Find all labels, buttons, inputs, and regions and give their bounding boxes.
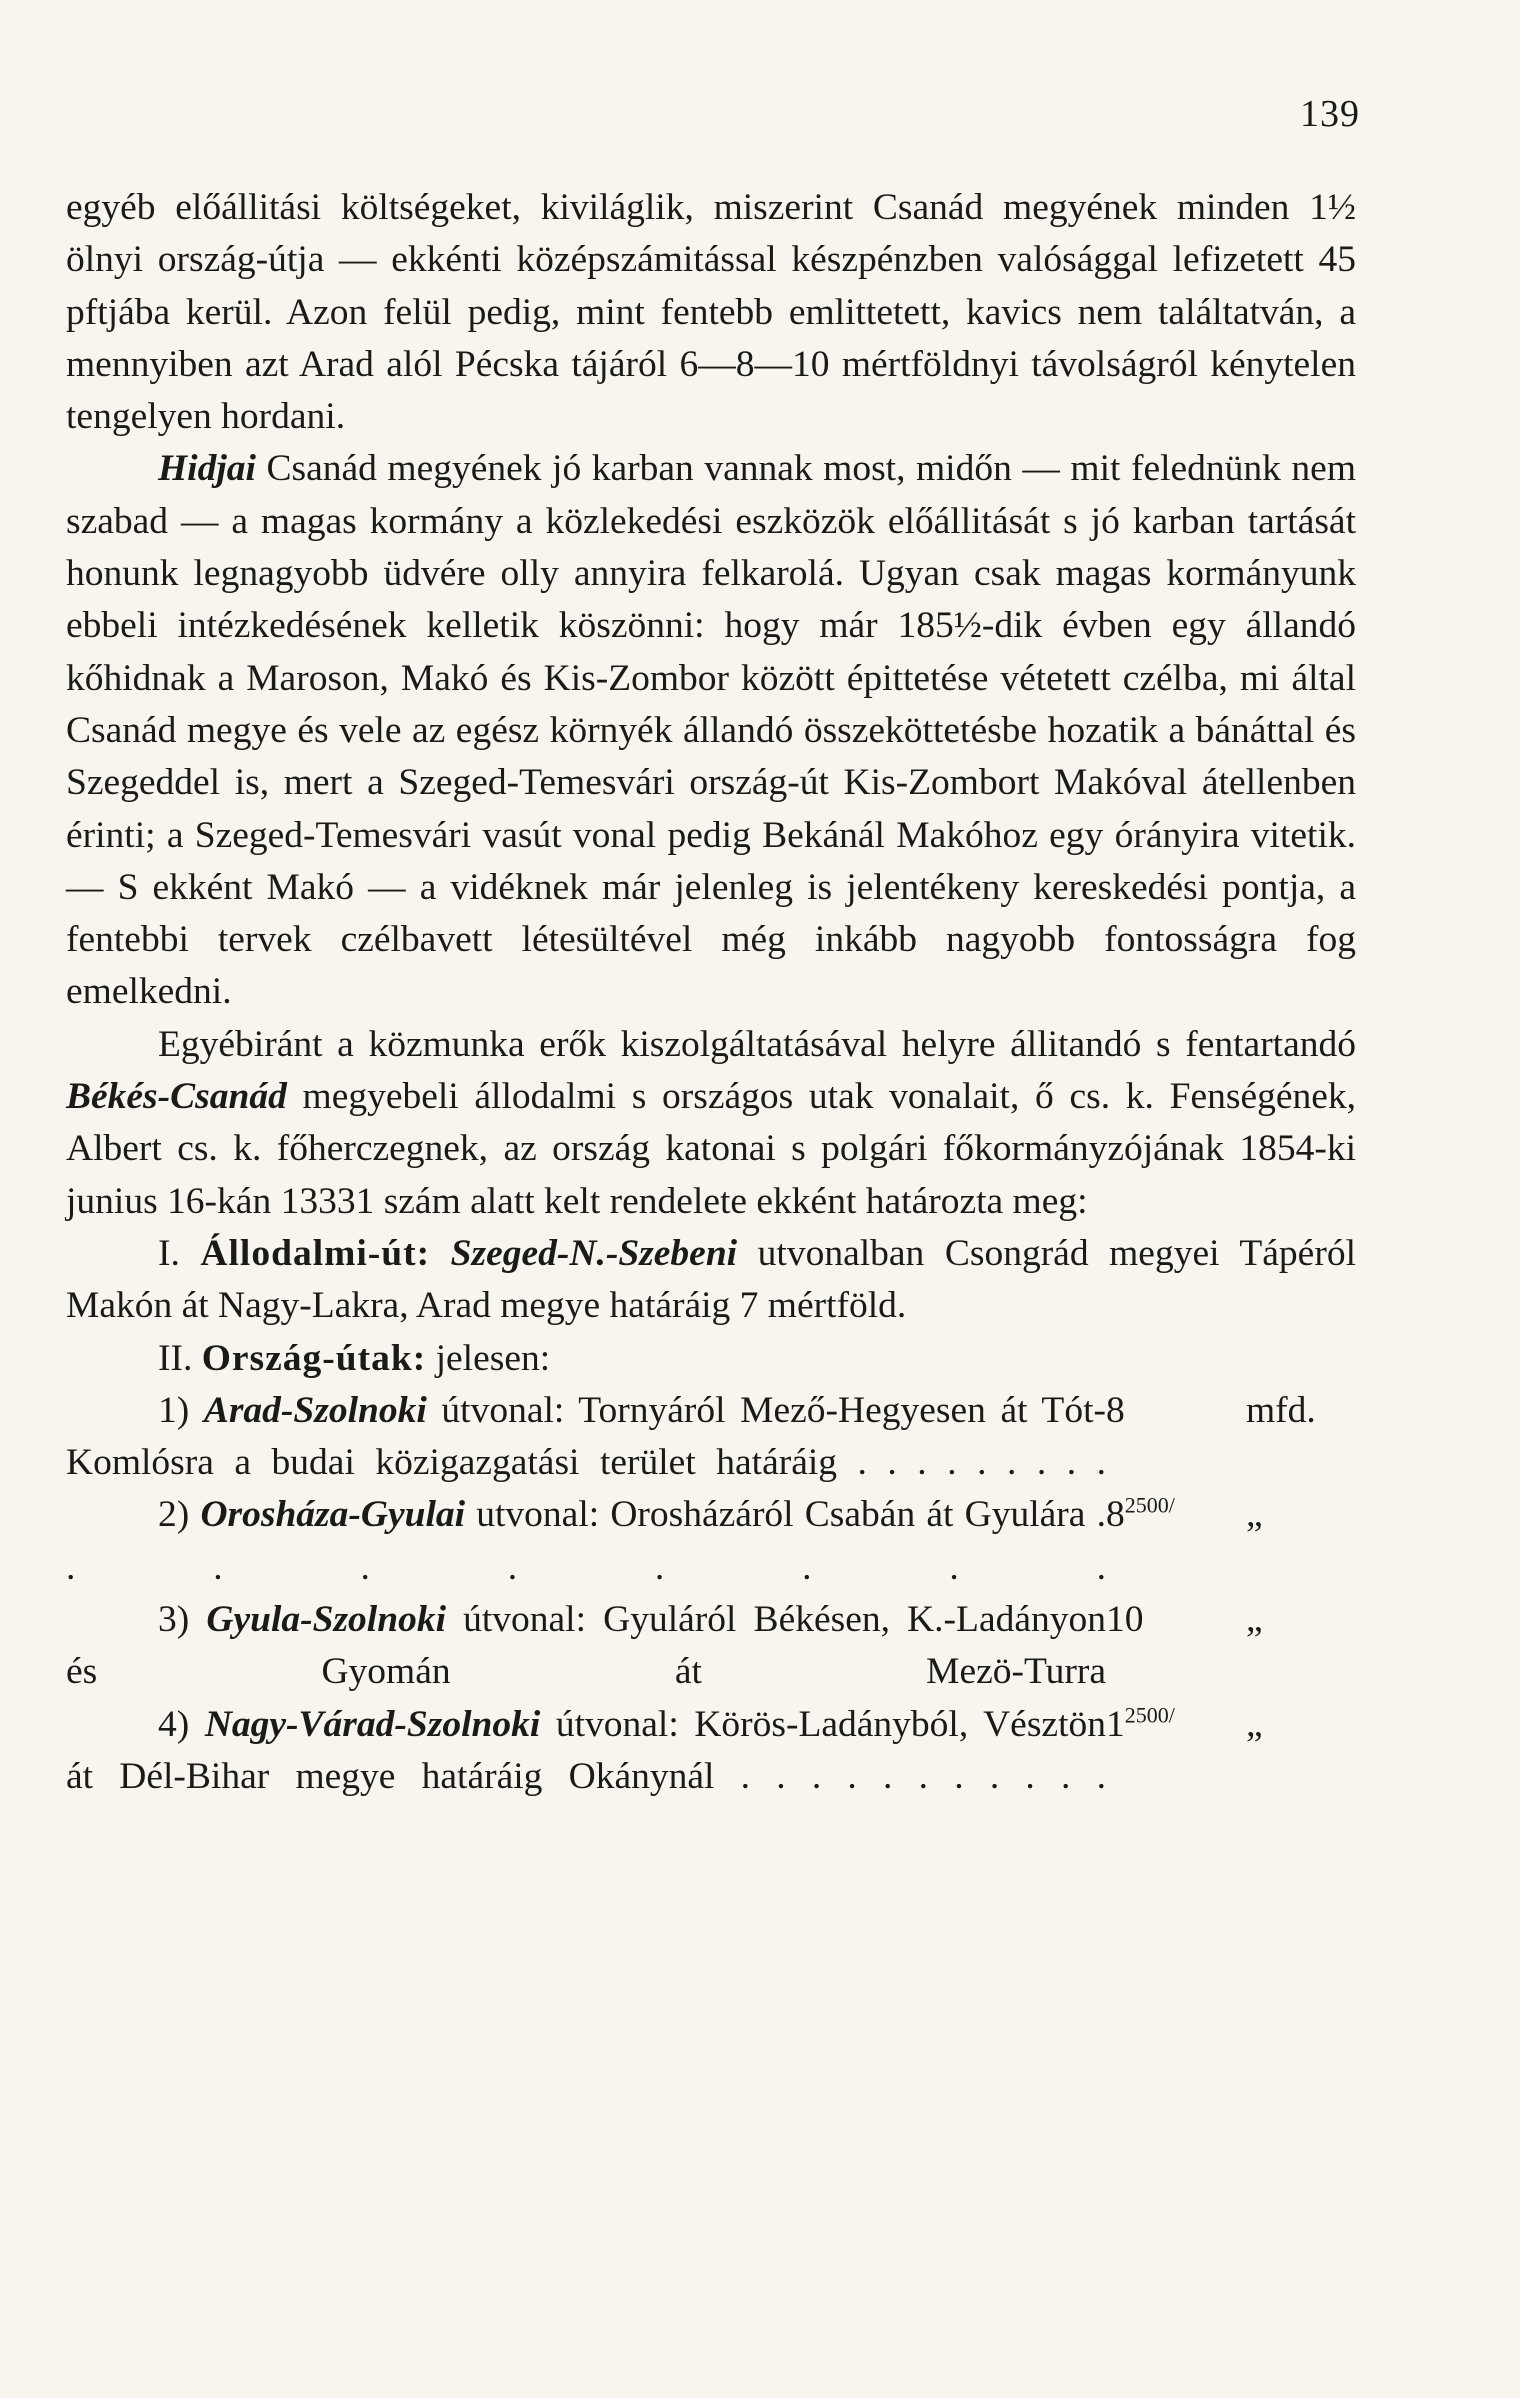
text-run: II. xyxy=(158,1337,202,1379)
text-run: Állodalmi-út: xyxy=(200,1232,431,1274)
route-entry xyxy=(66,1489,1356,1594)
text-run: Hidjai xyxy=(158,448,256,490)
distance-value: 1 xyxy=(1106,1703,1125,1745)
distance-value: 8 xyxy=(1106,1494,1125,1536)
route-name: Arad-Szolnoki xyxy=(203,1389,427,1431)
paragraph-p5 xyxy=(66,1333,1356,1385)
route-entry xyxy=(66,1594,1356,1699)
route-text: útvonal: Gyuláról Békésen, K.-Ladányon és Gyomán át Mezö-Turra xyxy=(66,1599,1106,1693)
text-run: utvonalban Csongrád megyei Tápéról Makón át Nagy-Lakra, Arad megye határáig 7 mértföld. xyxy=(66,1232,1356,1327)
distance-value: 10 xyxy=(1106,1599,1144,1641)
distance-value: 8 xyxy=(1106,1389,1125,1431)
text-run: I. xyxy=(158,1232,201,1274)
route-text: útvonal: Tornyáról Mező-Hegyesen át Tót-Komlósra a budai közigazgatási terület határáig . . . . . . . . . xyxy=(66,1389,1106,1484)
route-name: Gyula-Szolnoki xyxy=(206,1599,446,1641)
text-run xyxy=(430,1233,451,1274)
distance-unit: „ xyxy=(1246,1494,1263,1536)
route-list xyxy=(66,1385,1356,1803)
text-run: Csanád megyének jó karban vannak most, midőn — mit felednünk nem szabad — a magas kormány a közlekedési eszközök előállitását s jó karban tartását honunk legnagyobb üdvére olly annyira felkarolá. Ugyan csak magas kormányunk ebbeli intézkedésének kelletik köszönni: hogy már 185½-dik évben egy állandó kőhidnak a Maroson, Makó és Kis-Zombor között épittetése vétetett czélba, mi által Csanád megye és vele az egész környék állandó összeköttetésbe hozatik a bánáttal és Szegeddel is, mert a Szeged-Temesvári ország-út Kis-Zombort Makóval átellenben érinti; a Szeged-Temesvári vasút vonal pedig Bekánál Makóhoz egy órányira vitetik. — S ekként Makó — a vidéknek már jelenleg is jelentékeny kereskedési pontja, a fentebbi tervek czélbavett létesültével még inkább nagyobb fontosságra fog emelkedni. xyxy=(66,448,1356,1013)
route-text: utvonal: Orosházáról Csabán át Gyulára . . . . . . . . . xyxy=(66,1494,1106,1588)
route-entry xyxy=(66,1699,1356,1804)
paragraph-list xyxy=(66,182,1356,1385)
route-distance xyxy=(1106,1385,1246,1437)
route-name: Nagy-Várad-Szolnoki xyxy=(204,1703,541,1745)
route-description xyxy=(66,1385,1106,1490)
route-entry xyxy=(66,1385,1356,1490)
route-distance xyxy=(1106,1594,1246,1646)
text-run: Szeged-N.-Szebeni xyxy=(450,1232,738,1274)
distance-fraction: 2500/ xyxy=(1124,1492,1175,1518)
route-description xyxy=(66,1489,1106,1594)
route-name: Orosháza-Gyulai xyxy=(200,1494,466,1536)
text-run: megyebeli állodalmi s országos utak vonalait, ő cs. k. Fenségének, Albert cs. k. főherczegnek, az ország katonai s polgári főkormányzójának 1854-ki junius 16-kán 13331 szám alatt kelt rendelete ekként határozta meg: xyxy=(66,1076,1356,1222)
route-text: útvonal: Körös-Ladányból, Vésztön át Dél-Bihar megye határáig Okánynál . . . . . . . . . . . xyxy=(66,1703,1106,1797)
body-text xyxy=(66,182,1356,1803)
route-distance xyxy=(1106,1489,1246,1541)
paragraph-p1 xyxy=(66,182,1356,443)
text-run: Egyébiránt a közmunka erők kiszolgáltatásával helyre állitandó s fentartandó xyxy=(158,1023,1356,1065)
route-number: 2) xyxy=(158,1494,201,1536)
route-number: 3) xyxy=(158,1599,207,1641)
distance-unit: mfd. xyxy=(1246,1389,1316,1431)
paragraph-p3 xyxy=(66,1019,1356,1228)
text-run: egyéb előállitási költségeket, kiviláglik, miszerint Csanád megyének minden 1½ ölnyi ország-útja — ekkénti középszámitással készpénzben valósággal lefizetett 45 pftjába kerül. Azon felül pedig, mint fentebb emlittetett, kavics nem találtatván, a mennyiben azt Arad alól Pécska tájáról 6—8—10 mértföldnyi távolságról kénytelen tengelyen hordani. xyxy=(66,187,1356,438)
text-run: jelesen: xyxy=(426,1337,551,1379)
paragraph-p4 xyxy=(66,1228,1356,1333)
route-number: 4) xyxy=(158,1703,205,1745)
route-distance xyxy=(1106,1699,1246,1751)
text-run: Békés-Csanád xyxy=(66,1076,287,1118)
paragraph-p2 xyxy=(66,443,1356,1018)
distance-unit: „ xyxy=(1246,1599,1263,1641)
route-description xyxy=(66,1699,1106,1804)
page-number: 139 xyxy=(1300,93,1360,135)
route-number: 1) xyxy=(158,1389,204,1431)
route-description xyxy=(66,1594,1106,1699)
text-run: Ország-útak: xyxy=(201,1337,427,1379)
distance-unit: „ xyxy=(1246,1703,1263,1745)
distance-fraction: 2500/ xyxy=(1124,1702,1175,1728)
